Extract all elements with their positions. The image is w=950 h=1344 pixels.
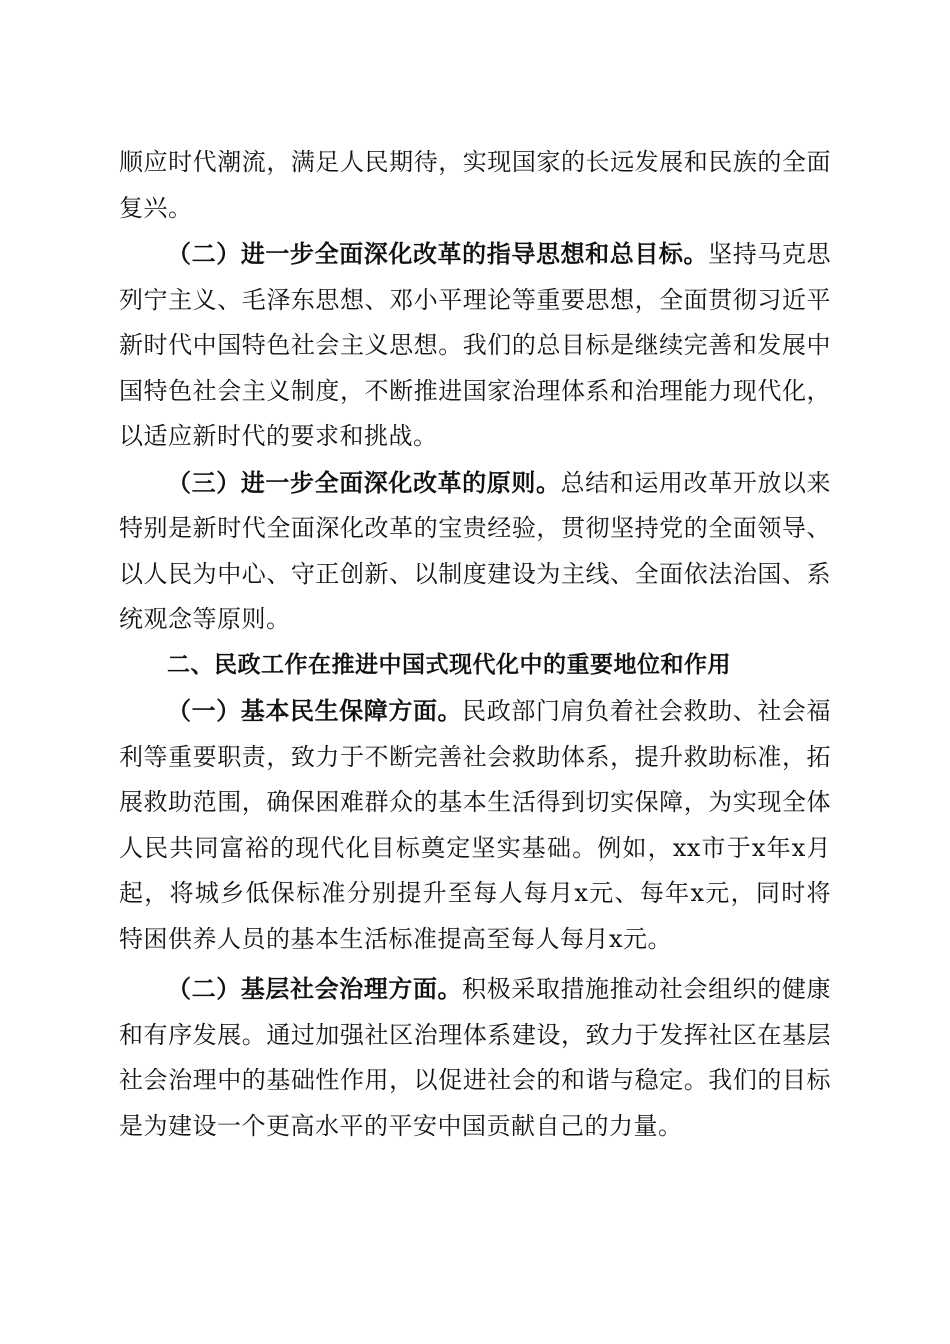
paragraph-text: 顺应时代潮流，满足人民期待，实现国家的长远发展和民族的全面复兴。: [119, 148, 831, 222]
paragraph-text: 总结和运用改革开放以来特别是新时代全面深化改革的宝贵经验，贯彻坚持党的全面领导、以人民为中心、守正创新、以制度建设为主线、全面依法治国、系统观念等原则。: [119, 468, 832, 633]
paragraph-text: 积极采取措施推动社会组织的健康和有序发展。通过加强社区治理体系建设，致力于发挥社区在基层社会治理中的基础性作用，以促进社会的和谐与稳定。我们的目标是为建设一个更高水平的平安中国贡献自己的力量。: [119, 975, 832, 1140]
paragraph-text: 民政部门肩负着社会救助、社会福利等重要职责，致力于不断完善社会救助体系，提升救助标准，拓展救助范围，确保困难群众的基本生活得到切实保障，为实现全体人民共同富裕的现代化目标奠定坚实基础。例如，xx市于x年x月起，将城乡低保标准分别提升至每人每月x元、每年x元，同时将特困供养人员的基本生活标准提高至每人每月x元。: [119, 697, 832, 953]
paragraph-livelihood: [119, 688, 831, 962]
section-heading: 二、民政工作在推进中国式现代化中的重要地位和作用: [167, 651, 731, 678]
paragraph-text: 坚持马克思列宁主义、毛泽东思想、邓小平理论等重要思想，全面贯彻习近平新时代中国特色社会主义思想。我们的总目标是继续完善和发展中国特色社会主义制度，不断推进国家治理体系和治理能力现代化，以适应新时代的要求和挑战。: [119, 240, 832, 450]
paragraph-continuation: [119, 140, 831, 231]
paragraph-principles: [119, 460, 831, 643]
paragraph-lead: （二）基层社会治理方面。: [167, 974, 463, 1003]
paragraph-lead: （二）进一步全面深化改革的指导思想和总目标。: [167, 239, 709, 268]
paragraph-governance: [119, 966, 831, 1149]
paragraph-lead: （一）基本民生保障方面。: [167, 696, 463, 725]
paragraph-guiding-thought: [119, 231, 831, 460]
paragraph-lead: （三）进一步全面深化改革的原则。: [167, 467, 561, 497]
document-body: [119, 140, 831, 1149]
